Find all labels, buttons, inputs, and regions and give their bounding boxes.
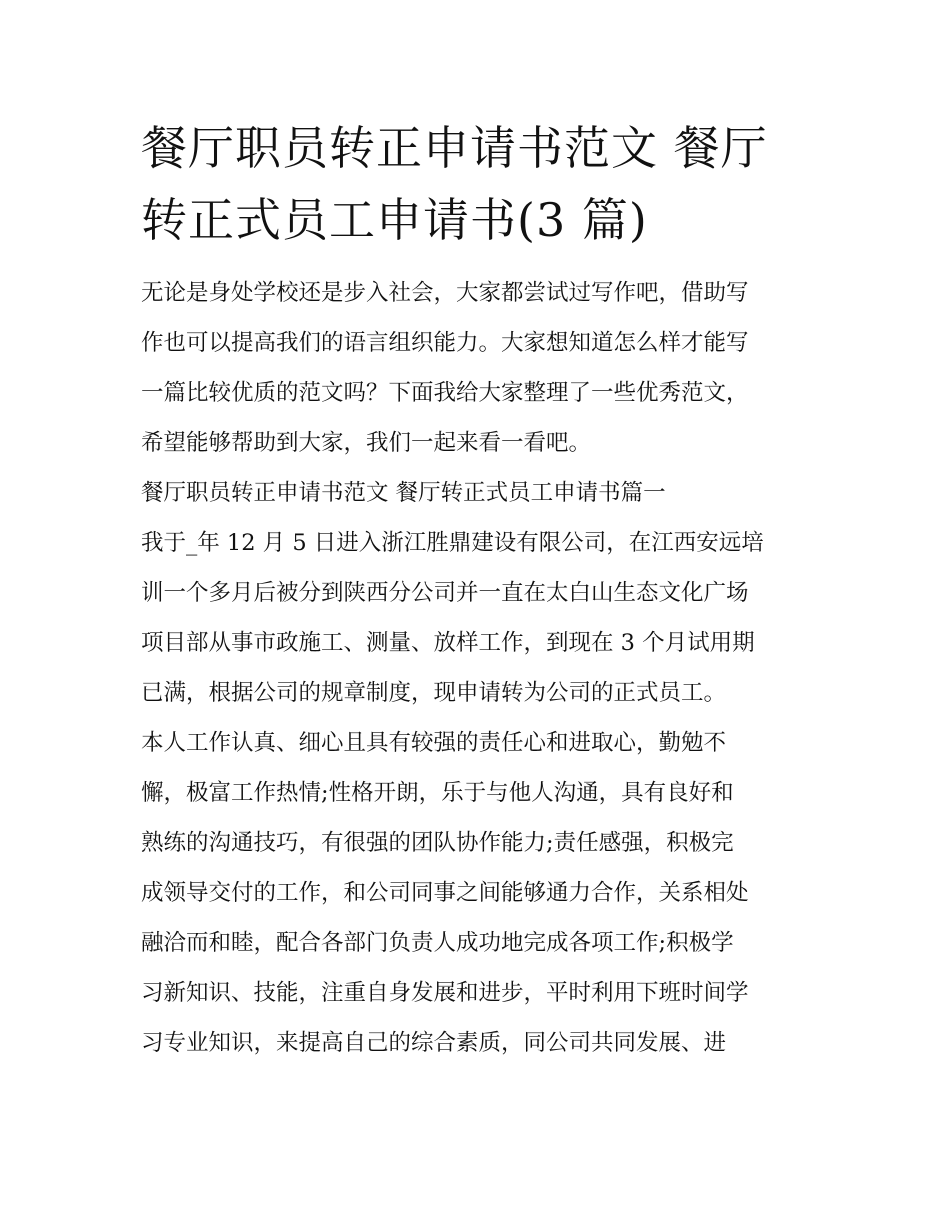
text-line: 希望能够帮助到大家，我们一起来看一看吧。	[141, 430, 592, 456]
text-line: 项目部从事市政施工、测量、放样工作，到现在 3 个月试用期	[141, 630, 755, 656]
body-paragraph	[141, 718, 813, 1068]
text-line: 本人工作认真、细心且具有较强的责任心和进取心，勤勉不	[141, 730, 727, 756]
title-line: 餐厅职员转正申请书范文 餐厅	[141, 121, 768, 175]
text-line: 无论是身处学校还是步入社会，大家都尝试过写作吧，借助写	[141, 280, 749, 306]
text-line: 融洽而和睦，配合各部门负责人成功地完成各项工作;积极学	[141, 930, 734, 956]
section-heading	[141, 468, 813, 518]
text-line: 已满，根据公司的规章制度，现申请转为公司的正式员工。	[141, 680, 727, 706]
text-line: 习新知识、技能，注重自身发展和进步，平时利用下班时间学	[141, 980, 749, 1006]
text-line: 熟练的沟通技巧，有很强的团队协作能力;责任感强，积极完	[141, 830, 734, 856]
document-title	[141, 112, 813, 256]
text-line: 我于_年 12 月 5 日进入浙江胜鼎建设有限公司，在江西安远培	[141, 530, 764, 556]
title-line: 转正式员工申请书(3 篇)	[141, 193, 648, 247]
text-line: 成领导交付的工作，和公司同事之间能够通力合作，关系相处	[141, 880, 749, 906]
text-line: 训一个多月后被分到陕西分公司并一直在太白山生态文化广场	[141, 580, 749, 606]
text-line: 餐厅职员转正申请书范文 餐厅转正式员工申请书篇一	[141, 480, 666, 506]
text-line: 懈，极富工作热情;性格开朗，乐于与他人沟通，具有良好和	[141, 780, 734, 806]
text-line: 一篇比较优质的范文吗？下面我给大家整理了一些优秀范文，	[141, 380, 749, 406]
text-line: 作也可以提高我们的语言组织能力。大家想知道怎么样才能写	[141, 330, 749, 356]
body-paragraph	[141, 518, 813, 718]
document-content	[141, 112, 813, 1068]
document-body	[141, 268, 813, 1068]
text-line: 习专业知识，来提高自己的综合素质，同公司共同发展、进	[141, 1030, 727, 1056]
intro-paragraph	[141, 268, 813, 468]
